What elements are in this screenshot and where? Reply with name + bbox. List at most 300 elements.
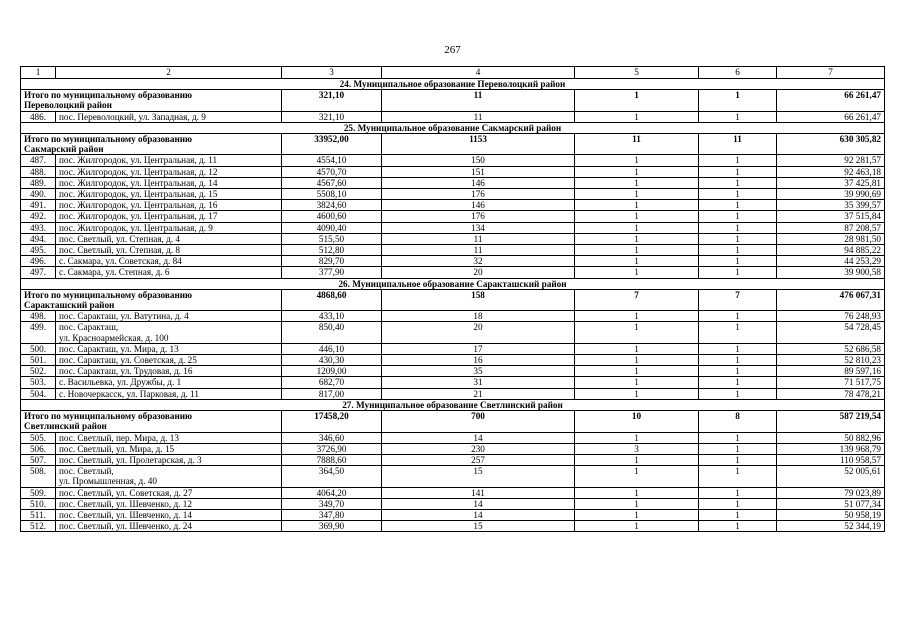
row-address-line: пос. Светлый, пер. Мира, д. 13 [59,432,179,443]
table-row [21,155,885,166]
row-col6: 1 [699,233,777,244]
row-col6: 1 [699,466,777,487]
row-address-line: пос. Жилгородок, ул. Центральная, д. 14 [59,177,218,188]
row-col5: 1 [575,211,699,222]
total-label [21,411,282,432]
row-col6: 1 [699,111,777,122]
row-cost: 76 248,93 [777,311,885,322]
row-cost: 39 900,58 [777,267,885,278]
col-header: 2 [56,67,282,79]
row-address [56,355,282,366]
row-area: 4570,70 [282,166,382,177]
table-row [21,322,885,343]
table-row [21,222,885,233]
housing-register-table [20,66,885,532]
row-address [56,521,282,532]
row-area: 346,60 [282,432,382,443]
table-row [21,311,885,322]
total-label [21,289,282,310]
row-people: 15 [382,466,575,487]
total-row [21,289,885,310]
row-address-line: пос. Светлый, ул. Степная, д. 8 [59,245,181,256]
total-col5: 7 [575,289,699,310]
row-number: 499. [21,322,56,343]
row-people: 230 [382,443,575,454]
row-address-line: пос. Саракташ, ул. Трудовая, д. 16 [59,366,193,377]
row-col5: 1 [575,256,699,267]
row-col5: 1 [575,267,699,278]
row-col6: 1 [699,189,777,200]
total-label-line: Итого по муниципальному образованию [24,90,193,101]
row-address [56,256,282,267]
row-address-line: ул. Красноармейская, д. 100 [59,332,169,343]
total-col6: 8 [699,411,777,432]
total-label [21,134,282,155]
row-people: 14 [382,432,575,443]
row-cost: 52 810,23 [777,355,885,366]
row-col5: 1 [575,222,699,233]
row-cost: 71 517,75 [777,377,885,388]
row-cost: 50 882,96 [777,432,885,443]
row-col6: 1 [699,498,777,509]
row-col6: 1 [699,432,777,443]
row-number: 493. [21,222,56,233]
total-label-line: Переволоцкий район [24,100,112,111]
section-title: 25. Муниципальное образование Сакмарский район [21,122,885,133]
row-number: 503. [21,377,56,388]
row-cost: 89 597,16 [777,366,885,377]
row-address-line: пос. Переволоцкий, ул. Западная, д. 9 [59,111,206,122]
row-number: 507. [21,454,56,465]
row-col6: 1 [699,166,777,177]
row-col6: 1 [699,222,777,233]
row-people: 18 [382,311,575,322]
row-address-line: с. Новочеркасск, ул. Парковая, д. 11 [59,388,199,399]
table-row [21,388,885,399]
row-col6: 1 [699,388,777,399]
row-col5: 1 [575,189,699,200]
total-area: 33952,00 [282,134,382,155]
row-address [56,245,282,256]
row-col6: 1 [699,311,777,322]
row-cost: 39 990,69 [777,189,885,200]
total-area: 4868,60 [282,289,382,310]
total-area: 17458,20 [282,411,382,432]
row-people: 14 [382,498,575,509]
table-row [21,466,885,487]
section-title: 26. Муниципальное образование Саракташский район [21,278,885,289]
row-col5: 1 [575,466,699,487]
col-header: 5 [575,67,699,79]
page-number: 267 [444,44,461,56]
row-area: 829,70 [282,256,382,267]
row-address-line: пос. Саракташ, ул. Ватутина, д. 4 [59,311,189,322]
row-area: 433,10 [282,311,382,322]
total-people: 1153 [382,134,575,155]
row-cost: 87 208,57 [777,222,885,233]
total-row [21,90,885,111]
row-number: 511. [21,509,56,520]
row-cost: 28 981,50 [777,233,885,244]
row-address [56,432,282,443]
row-address [56,200,282,211]
row-col6: 1 [699,443,777,454]
row-cost: 52 005,61 [777,466,885,487]
row-cost: 66 261,47 [777,111,885,122]
row-address-line: пос. Светлый, ул. Пролетарская, д. 3 [59,454,202,465]
section-title-row [21,122,885,133]
row-number: 494. [21,233,56,244]
row-col6: 1 [699,200,777,211]
row-people: 20 [382,267,575,278]
row-address [56,366,282,377]
row-address-line: пос. Саракташ, ул. Советская, д. 25 [59,355,197,366]
total-col6: 11 [699,134,777,155]
row-col5: 1 [575,322,699,343]
row-people: 257 [382,454,575,465]
row-number: 486. [21,111,56,122]
row-area: 4567,60 [282,177,382,188]
row-address-line: ул. Промышленная, д. 40 [59,476,157,487]
row-col5: 1 [575,245,699,256]
total-label-line: Итого по муниципальному образованию [24,134,193,145]
section-title: 27. Муниципальное образование Светлинский район [21,399,885,410]
table-row [21,111,885,122]
row-number: 490. [21,189,56,200]
row-col6: 1 [699,509,777,520]
row-col5: 1 [575,454,699,465]
table-row [21,177,885,188]
row-area: 369,90 [282,521,382,532]
total-label [21,90,282,111]
row-number: 498. [21,311,56,322]
row-address [56,177,282,188]
row-address-line: пос. Саракташ, [59,322,119,333]
total-col5: 1 [575,90,699,111]
table-row [21,377,885,388]
section-title: 24. Муниципальное образование Переволоцкий район [21,79,885,90]
row-people: 176 [382,211,575,222]
row-number: 497. [21,267,56,278]
table-row [21,343,885,354]
row-people: 35 [382,366,575,377]
row-number: 489. [21,177,56,188]
row-address-line: с. Васильевка, ул. Дружбы, д. 1 [59,377,182,388]
row-address-line: пос. Жилгородок, ул. Центральная, д. 11 [59,155,218,166]
table-row [21,200,885,211]
row-people: 151 [382,166,575,177]
row-area: 4064,20 [282,487,382,498]
row-address [56,233,282,244]
table-row [21,498,885,509]
row-address-line: пос. Светлый, ул. Шевченко, д. 14 [59,509,192,520]
table-row [21,211,885,222]
section-title-row [21,278,885,289]
row-col5: 1 [575,233,699,244]
total-col6: 7 [699,289,777,310]
table-row [21,432,885,443]
row-col6: 1 [699,245,777,256]
total-row [21,411,885,432]
row-number: 495. [21,245,56,256]
row-col5: 1 [575,111,699,122]
row-people: 150 [382,155,575,166]
row-cost: 35 399,57 [777,200,885,211]
section-title-row [21,399,885,410]
table-row [21,189,885,200]
total-label-line: Саракташский район [24,300,115,311]
row-address [56,509,282,520]
total-label-line: Сакмарский район [24,144,104,155]
row-cost: 44 253,29 [777,256,885,267]
col-header: 6 [699,67,777,79]
row-address [56,166,282,177]
row-col6: 1 [699,155,777,166]
row-area: 4090,40 [282,222,382,233]
total-label-line: Итого по муниципальному образованию [24,289,193,300]
row-col5: 1 [575,366,699,377]
row-col6: 1 [699,322,777,343]
row-number: 492. [21,211,56,222]
row-address [56,267,282,278]
row-address-line: пос. Жилгородок, ул. Центральная, д. 9 [59,222,213,233]
row-cost: 78 478,21 [777,388,885,399]
row-area: 349,70 [282,498,382,509]
table-row [21,355,885,366]
row-col6: 1 [699,366,777,377]
row-col6: 1 [699,487,777,498]
row-people: 11 [382,245,575,256]
row-people: 134 [382,222,575,233]
table-row [21,245,885,256]
row-col6: 1 [699,211,777,222]
row-col6: 1 [699,355,777,366]
row-area: 1209,00 [282,366,382,377]
col-header: 1 [21,67,56,79]
total-col5: 10 [575,411,699,432]
row-number: 509. [21,487,56,498]
row-cost: 52 344,19 [777,521,885,532]
row-people: 16 [382,355,575,366]
total-cost: 66 261,47 [777,90,885,111]
row-area: 817,00 [282,388,382,399]
row-col6: 1 [699,454,777,465]
row-address-line: пос. Жилгородок, ул. Центральная, д. 16 [59,200,218,211]
row-area: 364,50 [282,466,382,487]
table-row [21,443,885,454]
row-col5: 1 [575,200,699,211]
row-col5: 1 [575,377,699,388]
row-address-line: пос. Жилгородок, ул. Центральная, д. 17 [59,211,218,222]
row-people: 11 [382,233,575,244]
table-row [21,521,885,532]
row-col5: 1 [575,521,699,532]
total-cost: 587 219,54 [777,411,885,432]
row-col5: 1 [575,311,699,322]
row-area: 3726,90 [282,443,382,454]
row-cost: 52 686,58 [777,343,885,354]
row-number: 487. [21,155,56,166]
row-address [56,322,282,343]
row-cost: 51 077,34 [777,498,885,509]
row-area: 446,10 [282,343,382,354]
section-title-row [21,79,885,90]
row-address [56,311,282,322]
row-address [56,487,282,498]
row-number: 491. [21,200,56,211]
row-area: 512,80 [282,245,382,256]
row-address-line: с. Сакмара, ул. Советская, д. 84 [59,256,182,267]
row-col5: 1 [575,432,699,443]
row-address [56,211,282,222]
table-row [21,233,885,244]
row-address [56,222,282,233]
row-col6: 1 [699,177,777,188]
row-people: 21 [382,388,575,399]
col-header: 3 [282,67,382,79]
row-cost: 94 885,22 [777,245,885,256]
row-address [56,443,282,454]
total-col5: 11 [575,134,699,155]
column-number-row [21,67,885,79]
row-address-line: пос. Саракташ, ул. Мира, д. 13 [59,343,179,354]
row-address [56,155,282,166]
row-number: 501. [21,355,56,366]
row-cost: 50 958,19 [777,509,885,520]
col-header: 7 [777,67,885,79]
row-address-line: пос. Жилгородок, ул. Центральная, д. 15 [59,189,218,200]
row-address-line: пос. Светлый, ул. Шевченко, д. 24 [59,521,192,532]
row-col5: 1 [575,509,699,520]
table-row [21,166,885,177]
row-people: 146 [382,177,575,188]
row-area: 347,80 [282,509,382,520]
row-col6: 1 [699,256,777,267]
row-number: 496. [21,256,56,267]
row-address-line: пос. Светлый, ул. Шевченко, д. 12 [59,498,192,509]
total-people: 700 [382,411,575,432]
row-col5: 1 [575,487,699,498]
row-col5: 1 [575,388,699,399]
total-label-line: Итого по муниципальному образованию [24,411,193,422]
table-row [21,267,885,278]
row-area: 430,30 [282,355,382,366]
total-col6: 1 [699,90,777,111]
row-area: 682,70 [282,377,382,388]
row-col5: 1 [575,155,699,166]
total-cost: 630 305,82 [777,134,885,155]
row-people: 141 [382,487,575,498]
row-col5: 1 [575,498,699,509]
total-people: 11 [382,90,575,111]
row-cost: 79 023,89 [777,487,885,498]
row-number: 504. [21,388,56,399]
total-area: 321,10 [282,90,382,111]
row-people: 17 [382,343,575,354]
row-people: 14 [382,509,575,520]
row-cost: 37 425,81 [777,177,885,188]
table-body [21,67,885,532]
total-people: 158 [382,289,575,310]
row-number: 502. [21,366,56,377]
row-cost: 54 728,45 [777,322,885,343]
table-row [21,256,885,267]
row-area: 4554,10 [282,155,382,166]
row-cost: 110 958,57 [777,454,885,465]
row-address-line: с. Сакмара, ул. Степная, д. 6 [59,267,170,278]
row-address-line: пос. Светлый, ул. Степная, д. 4 [59,233,181,244]
row-area: 321,10 [282,111,382,122]
row-address-line: пос. Светлый, ул. Мира, д. 15 [59,443,175,454]
table-row [21,454,885,465]
row-cost: 92 463,18 [777,166,885,177]
row-area: 7888,60 [282,454,382,465]
row-people: 15 [382,521,575,532]
row-col5: 1 [575,355,699,366]
row-area: 515,50 [282,233,382,244]
row-address [56,388,282,399]
row-col5: 1 [575,177,699,188]
row-people: 31 [382,377,575,388]
row-number: 506. [21,443,56,454]
row-address [56,377,282,388]
row-address [56,343,282,354]
row-area: 4600,60 [282,211,382,222]
row-col5: 1 [575,166,699,177]
total-cost: 476 067,31 [777,289,885,310]
row-number: 512. [21,521,56,532]
row-cost: 139 968,79 [777,443,885,454]
row-people: 176 [382,189,575,200]
row-address [56,189,282,200]
row-number: 510. [21,498,56,509]
total-label-line: Светлинский район [24,421,107,432]
row-number: 508. [21,466,56,487]
row-col5: 3 [575,443,699,454]
row-people: 32 [382,256,575,267]
row-address-line: пос. Жилгородок, ул. Центральная, д. 12 [59,166,218,177]
total-row [21,134,885,155]
row-address-line: пос. Светлый, ул. Советская, д. 27 [59,487,193,498]
row-address-line: пос. Светлый, [59,466,114,477]
table-row [21,509,885,520]
row-address [56,454,282,465]
row-cost: 37 515,84 [777,211,885,222]
row-people: 20 [382,322,575,343]
row-col6: 1 [699,521,777,532]
row-col5: 1 [575,343,699,354]
row-col6: 1 [699,377,777,388]
row-number: 500. [21,343,56,354]
table-row [21,487,885,498]
row-area: 3824,60 [282,200,382,211]
row-people: 146 [382,200,575,211]
row-col6: 1 [699,343,777,354]
row-address [56,498,282,509]
row-number: 488. [21,166,56,177]
row-cost: 92 281,57 [777,155,885,166]
row-col6: 1 [699,267,777,278]
row-area: 377,90 [282,267,382,278]
table-row [21,366,885,377]
row-address [56,111,282,122]
row-area: 5508,10 [282,189,382,200]
row-people: 11 [382,111,575,122]
row-area: 850,40 [282,322,382,343]
row-address [56,466,282,487]
col-header: 4 [382,67,575,79]
row-number: 505. [21,432,56,443]
